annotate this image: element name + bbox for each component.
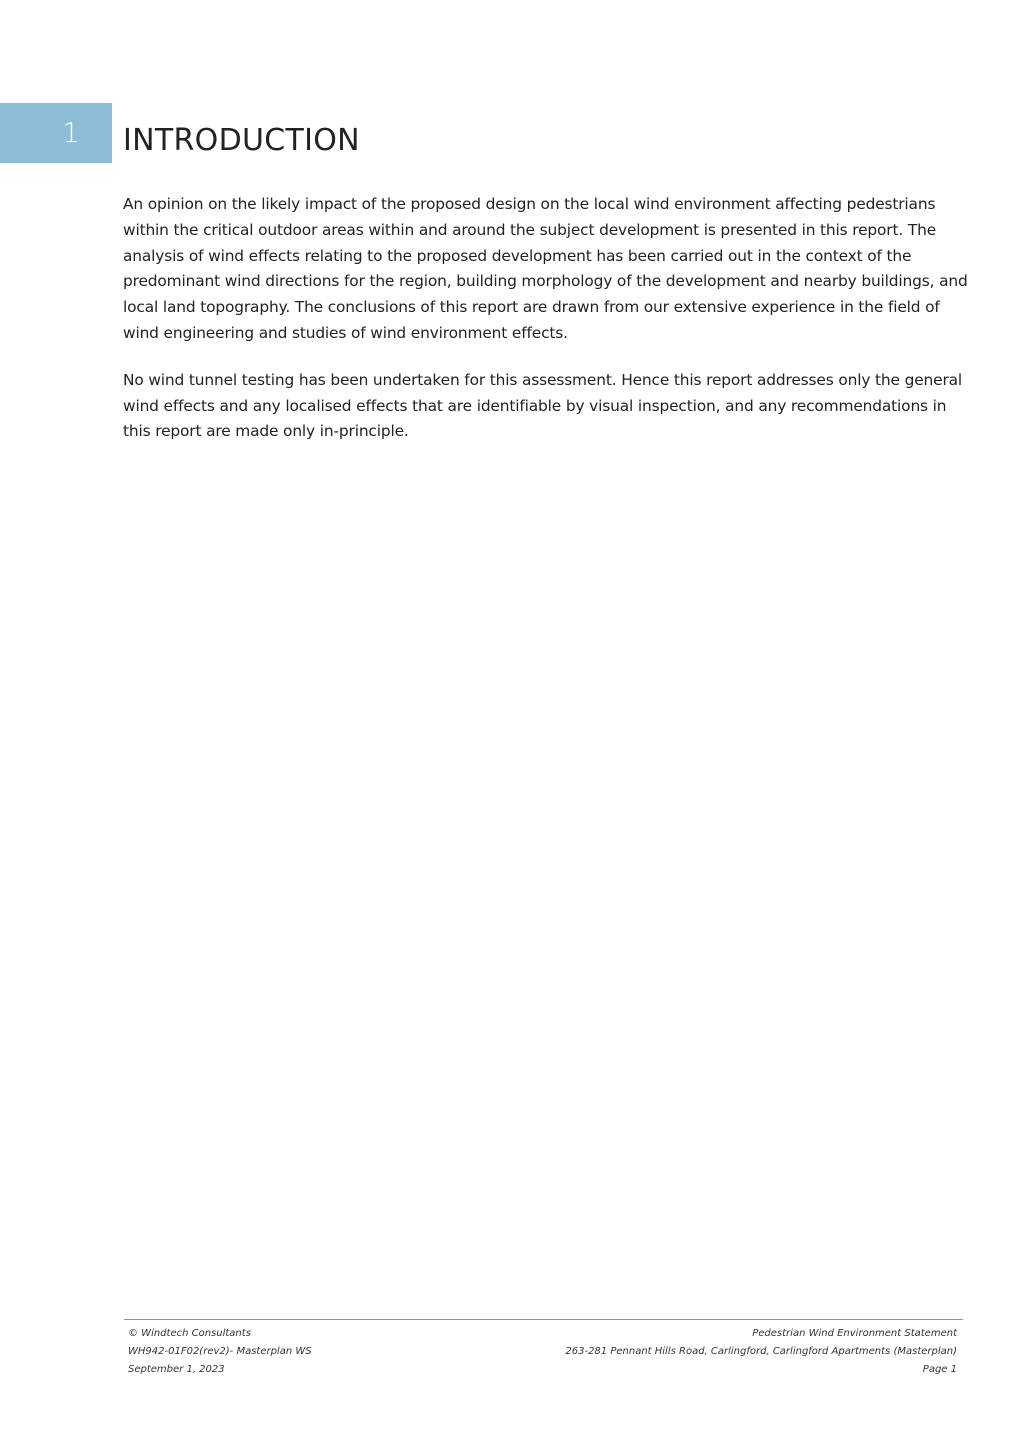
footer-report-title: Pedestrian Wind Environment Statement — [752, 1328, 957, 1339]
paragraph-intro: An opinion on the likely impact of the proposed design on the local wind environment affecting pedestrians within the critical outdoor areas within and around the subject development is presented in this report. The analysis of wind effects relating to the proposed development has been carried out in the context of the predominant wind directions for the region, building morphology of the development and nearby buildings, and local land topography. The conclusions of this report are drawn from our extensive experience in the field of wind engineering and studies of wind environment effects. — [123, 195, 968, 342]
section-number: 1 — [62, 116, 80, 149]
footer-document-ref: WH942-01F02(rev2)- Masterplan WS — [128, 1346, 312, 1357]
footer-right — [565, 1325, 957, 1379]
section-title: INTRODUCTION — [123, 123, 360, 158]
footer-divider — [124, 1319, 963, 1320]
footer-address: 263-281 Pennant Hills Road, Carlingford, Carlingford Apartments (Masterplan) — [565, 1346, 957, 1357]
footer-page-number: Page 1 — [922, 1364, 957, 1375]
section-number-box — [0, 103, 112, 163]
footer-date: September 1, 2023 — [128, 1364, 225, 1375]
footer-left — [128, 1325, 312, 1379]
body-text — [123, 192, 968, 466]
paragraph-scope: No wind tunnel testing has been undertaken for this assessment. Hence this report addresses only the general wind effects and any localised effects that are identifiable by visual inspection, and any recommendations in this report are made only in-principle. — [123, 370, 963, 441]
footer-copyright: © Windtech Consultants — [128, 1328, 251, 1339]
